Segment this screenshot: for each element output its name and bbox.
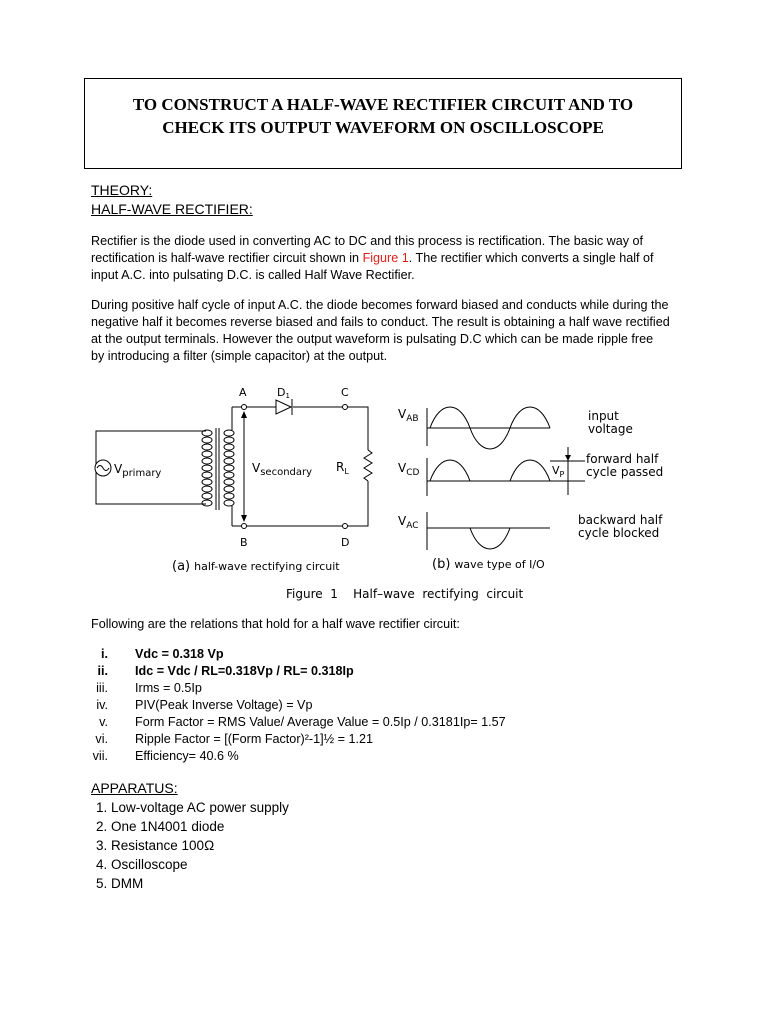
label-forward-half: forward half bbox=[586, 452, 659, 466]
relation-number: vi. bbox=[95, 732, 108, 746]
label-v-ac: $V_{AC}$ bbox=[398, 514, 419, 531]
secondary-coil bbox=[224, 430, 234, 506]
caption-a: (a) half-wave rectifying circuit bbox=[172, 559, 340, 574]
caption-b: (b) wave type of I/O bbox=[432, 557, 545, 572]
halfwave-heading: HALF-WAVE RECTIFIER: bbox=[91, 201, 253, 217]
arrow-head-up bbox=[241, 411, 247, 418]
label-v-secondary: $V_{secondary}$ bbox=[252, 461, 313, 478]
arrow-head-down bbox=[241, 515, 247, 522]
label-cycle-blocked: cycle blocked bbox=[578, 526, 660, 540]
para-text: . The rectifier which converts a single half of bbox=[408, 251, 654, 265]
wire-right-lower bbox=[347, 481, 368, 526]
document-title-line1: TO CONSTRUCT A HALF-WAVE RECTIFIER CIRCUIT AND TO bbox=[132, 95, 634, 114]
figure-1 bbox=[0, 378, 768, 608]
apparatus-heading: APPARATUS: bbox=[91, 780, 178, 796]
label-node-b: B bbox=[240, 536, 248, 549]
terminal-c bbox=[343, 405, 348, 410]
paragraph-operation-line2: negative half it becomes reverse biased and fails to conduct. The result is obtaining a half wave rectified bbox=[91, 315, 670, 329]
label-cycle-passed: cycle passed bbox=[586, 465, 664, 479]
relation-text: Vdc = 0.318 Vp bbox=[135, 647, 224, 661]
terminal-b bbox=[242, 524, 247, 529]
label-rl: $R_L$ bbox=[336, 460, 349, 476]
apparatus-item: 3. Resistance 100Ω bbox=[96, 838, 215, 853]
label-v-primary: $V_{primary}$ bbox=[114, 462, 162, 479]
label-node-d: D bbox=[341, 536, 350, 549]
relation-text: Form Factor = RMS Value/ Average Value = 0.5Ip / 0.3181Ip= 1.57 bbox=[135, 715, 506, 729]
relations-intro: Following are the relations that hold for a half wave rectifier circuit: bbox=[91, 617, 460, 631]
figure-reference-link[interactable]: Figure 1 bbox=[362, 251, 409, 265]
paragraph-intro-line3: input A.C. into pulsating D.C. is called Half Wave Rectifier. bbox=[91, 268, 415, 282]
relation-number: vii. bbox=[92, 749, 108, 763]
relation-number: iv. bbox=[96, 698, 108, 712]
paragraph-operation-line3: at the output terminals. However the output waveform is pulsating D.C which can be made ripple free bbox=[91, 332, 654, 346]
apparatus-item: 4. Oscilloscope bbox=[96, 857, 188, 872]
paragraph-intro bbox=[91, 233, 691, 284]
terminal-a bbox=[242, 405, 247, 410]
title-box bbox=[84, 78, 682, 169]
vp-arrow-icon bbox=[565, 455, 571, 461]
relation-number: v. bbox=[99, 715, 108, 729]
vcd-output-waveform bbox=[430, 460, 550, 481]
label-input: input bbox=[588, 409, 619, 423]
paragraph-intro-line2 bbox=[91, 250, 691, 267]
paragraph-operation-line1: During positive half cycle of input A.C. the diode becomes forward biased and conducts while during the bbox=[91, 298, 669, 312]
para-text: rectification is half-wave rectifier circuit shown in bbox=[91, 251, 363, 265]
terminal-d bbox=[343, 524, 348, 529]
label-backward-half: backward half bbox=[578, 513, 663, 527]
diode-icon bbox=[276, 400, 291, 414]
label-voltage: voltage bbox=[588, 422, 633, 436]
label-v-ab: $V_{AB}$ bbox=[398, 407, 419, 424]
theory-heading: THEORY: bbox=[91, 182, 153, 198]
label-v-cd: $V_{CD}$ bbox=[398, 461, 420, 478]
label-diode: D1 bbox=[277, 386, 290, 400]
primary-coil bbox=[202, 430, 212, 506]
label-node-a: A bbox=[239, 386, 247, 399]
paragraph-operation-line4: by introducing a filter (simple capacitor) at the output. bbox=[91, 349, 388, 363]
document-title-line2: CHECK ITS OUTPUT WAVEFORM ON OSCILLOSCOPE bbox=[162, 118, 604, 137]
apparatus-item: 5. DMM bbox=[96, 876, 144, 891]
figure-caption: Figure 1 Half–wave rectifying circuit bbox=[286, 587, 524, 601]
relation-text: Idc = Vdc / RL=0.318Vp / RL= 0.318Ip bbox=[135, 664, 354, 678]
relation-number: iii. bbox=[96, 681, 108, 695]
apparatus-item: 2. One 1N4001 diode bbox=[96, 819, 225, 834]
paragraph-intro-line1: Rectifier is the diode used in converting AC to DC and this process is rectification. The basic way of bbox=[91, 234, 644, 248]
wire-right bbox=[347, 407, 368, 450]
relation-number: i. bbox=[101, 647, 108, 661]
relation-text: PIV(Peak Inverse Voltage) = Vp bbox=[135, 698, 313, 712]
apparatus-item: 1. Low-voltage AC power supply bbox=[96, 800, 289, 815]
relation-text: Ripple Factor = [(Form Factor)²-1]½ = 1.21 bbox=[135, 732, 373, 746]
vac-diode-waveform bbox=[470, 528, 510, 549]
relation-number: ii. bbox=[97, 664, 108, 678]
paragraph-operation bbox=[91, 297, 691, 365]
relation-text: Irms = 0.5Ip bbox=[135, 681, 202, 695]
label-node-c: C bbox=[341, 386, 349, 399]
relation-text: Efficiency= 40.6 % bbox=[135, 749, 239, 763]
resistor-rl-icon bbox=[364, 450, 372, 481]
label-v-p: $V_P$ bbox=[552, 464, 565, 479]
